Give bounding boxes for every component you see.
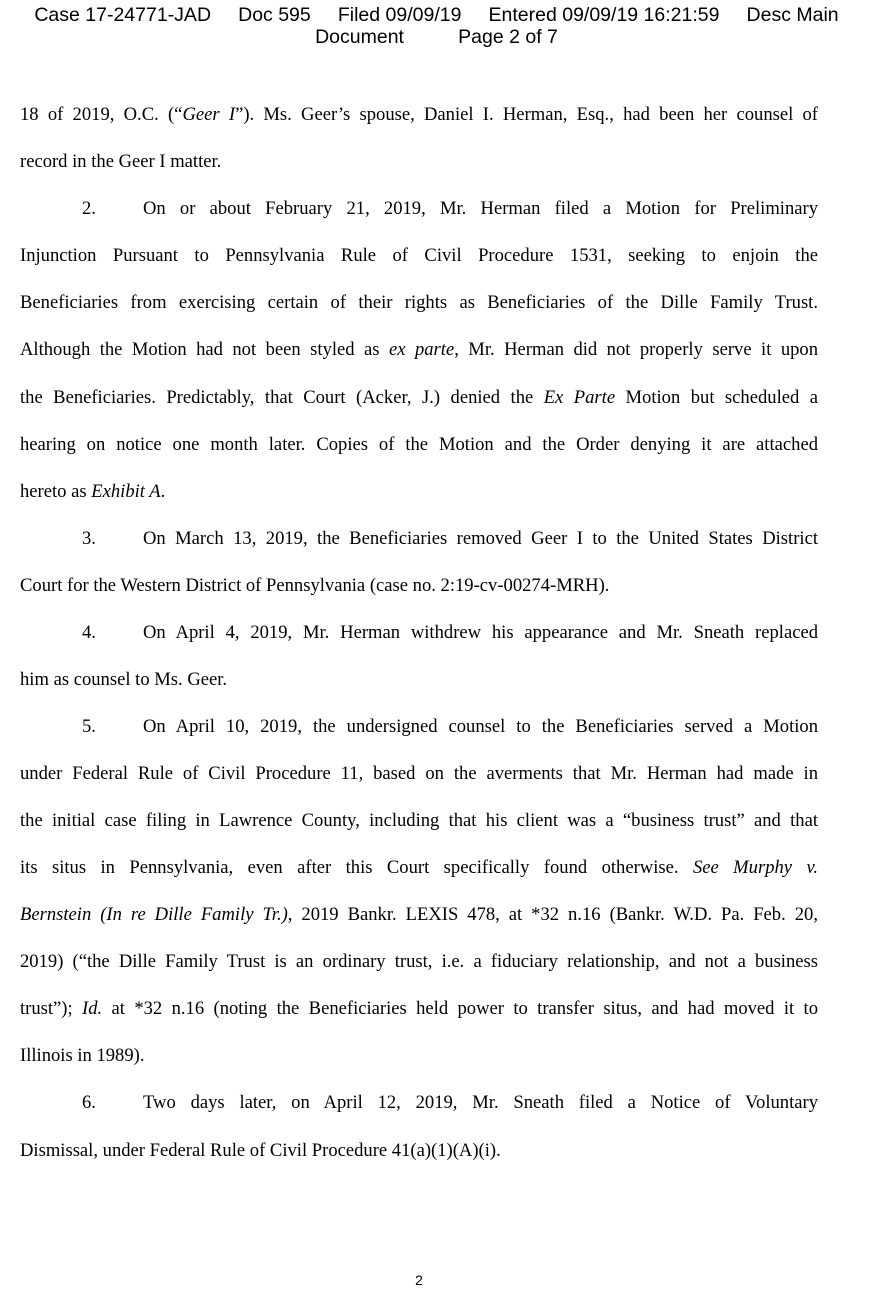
citation-italic: Bernstein (In re Dille Family Tr.) [20,904,288,925]
paragraph-5-line-1: 5. On April 10, 2019, the undersigned counsel to the Beneficiaries served a Motion [82,716,818,737]
paragraph-1-line-1: 18 of 2019, O.C. (“Geer I”). Ms. Geer’s spouse, Daniel I. Herman, Esq., had been her counsel of [20,104,819,125]
paragraph-4-line-2: him as counsel to Ms. Geer. [20,669,228,690]
paragraph-1-line-2: record in the Geer I matter. [20,151,222,172]
paragraph-4-line-1: 4. On April 4, 2019, Mr. Herman withdrew his appearance and Mr. Sneath replaced [82,622,818,643]
page-number: 2 [415,1272,423,1288]
paragraph-number: 6. [82,1092,96,1113]
paragraph-number: 3. [82,528,96,549]
paragraph-number: 4. [82,622,96,643]
paragraph-number: 5. [82,716,96,737]
paragraph-5-line-4: its situs in Pennsylvania, even after this Court specifically found otherwise. See Murphy v. [20,857,818,878]
paragraph-2-line-4: Although the Motion had not been styled as ex parte, Mr. Herman did not properly serve it upon [20,339,819,360]
paragraph-2-line-2: Injunction Pursuant to Pennsylvania Rule of Civil Procedure 1531, seeking to enjoin the [20,245,818,266]
exhibit-reference: Exhibit A [91,481,161,502]
paragraph-5-line-5: Bernstein (In re Dille Family Tr.), 2019 Bankr. LEXIS 478, at *32 n.16 (Bankr. W.D. Pa. Feb. 20, [20,904,818,925]
paragraph-5-line-6: 2019) (“the Dille Family Trust is an ordinary trust, i.e. a fiduciary relationship, and not a business [20,951,818,972]
paragraph-2-line-7: hereto as Exhibit A. [20,481,166,502]
paragraph-3-line-1: 3. On March 13, 2019, the Beneficiaries removed Geer I to the United States District [82,528,818,549]
filing-header-line1: Case 17-24771-JAD Doc 595 Filed 09/09/19 Entered 09/09/19 16:21:59 Desc Main [34,4,839,26]
paragraph-6-line-2: Dismissal, under Federal Rule of Civil Procedure 41(a)(1)(A)(i). [20,1140,501,1161]
paragraph-2-line-1: 2. On or about February 21, 2019, Mr. Herman filed a Motion for Preliminary [82,198,818,219]
paragraph-5-line-3: the initial case filing in Lawrence County, including that his client was a “business trust” and that [20,810,818,831]
paragraph-5-line-7: trust”); Id. at *32 n.16 (noting the Beneficiaries held power to transfer situs, and had moved it to [20,998,818,1019]
paragraph-2-line-6: hearing on notice one month later. Copies of the Motion and the Order denying it are attached [20,434,818,455]
paragraph-5-line-8: Illinois in 1989). [20,1045,145,1066]
paragraph-5-line-2: under Federal Rule of Civil Procedure 11, based on the averments that Mr. Herman had made in [20,763,818,784]
case-name-italic: Geer I [182,104,236,125]
paragraph-6-line-1: 6. Two days later, on April 12, 2019, Mr. Sneath filed a Notice of Voluntary [82,1092,818,1113]
citation-italic: See Murphy v. [692,857,818,878]
filing-header-line2: Document Page 2 of 7 [315,26,558,48]
paragraph-3-line-2: Court for the Western District of Pennsylvania (case no. 2:19-cv-00274-MRH). [20,575,610,596]
paragraph-number: 2. [82,198,96,219]
paragraph-2-line-5: the Beneficiaries. Predictably, that Court (Acker, J.) denied the Ex Parte Motion but scheduled a [20,387,818,408]
paragraph-2-line-3: Beneficiaries from exercising certain of their rights as Beneficiaries of the Dille Family Trust. [20,292,818,313]
